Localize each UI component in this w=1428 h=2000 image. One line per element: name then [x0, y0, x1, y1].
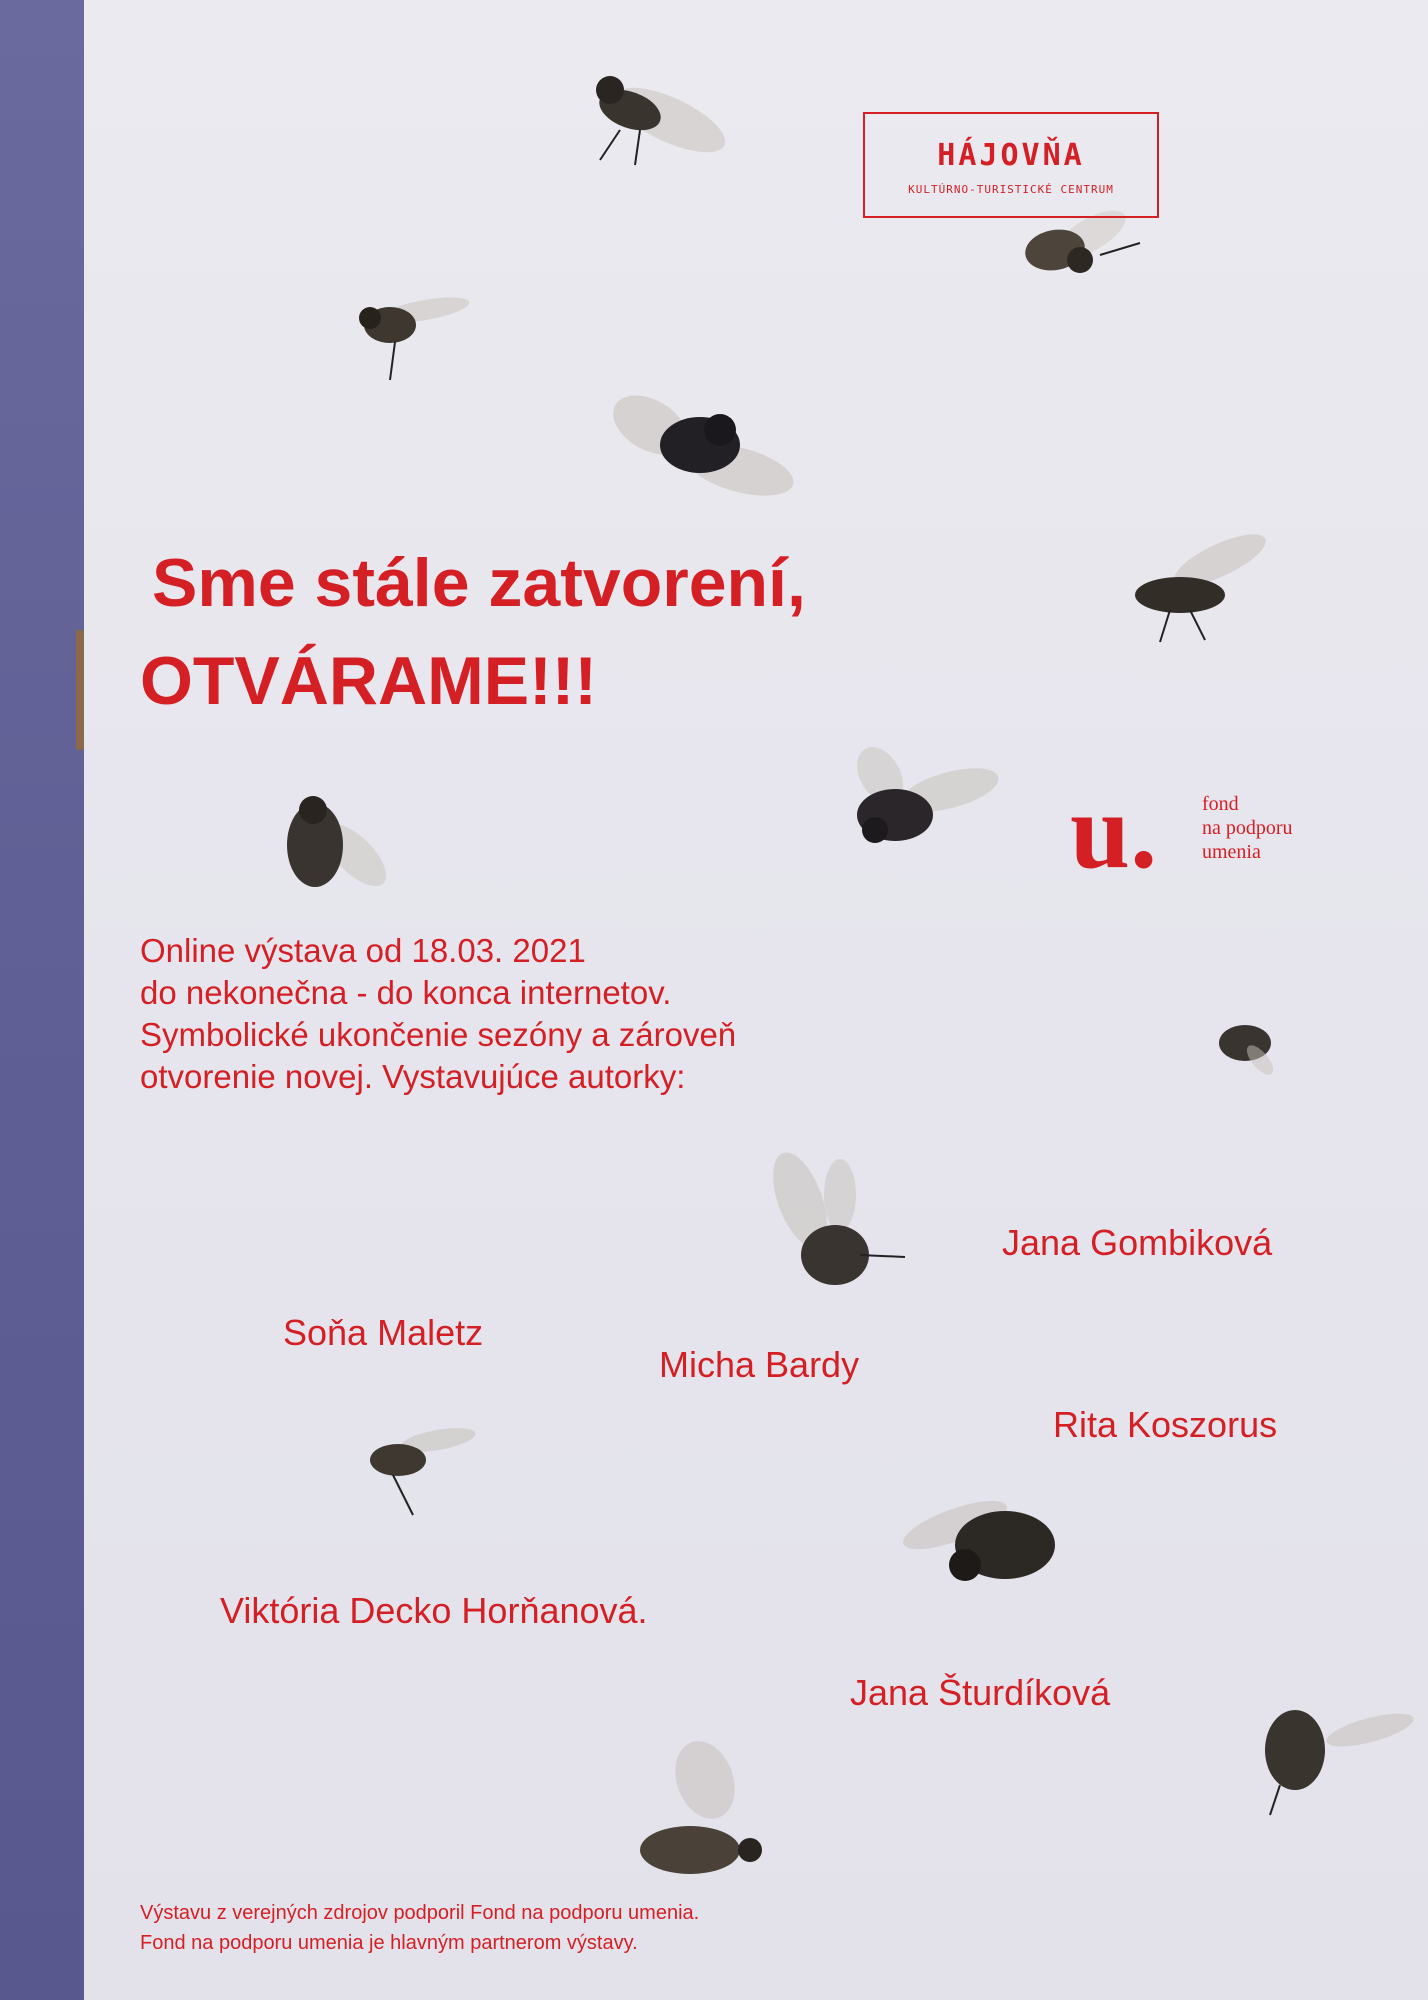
headline [140, 534, 1140, 730]
info-line-2: do nekonečna - do konca internetov. [140, 974, 672, 1011]
exhibition-info [140, 930, 940, 1098]
footer-line-1: Výstavu z verejných zdrojov podporil Fond na podporu umenia. [140, 1902, 700, 1924]
fly-image [760, 1145, 910, 1305]
fund-line-1: fond [1202, 793, 1239, 815]
info-line-4: otvorenie novej. Vystavujúce autorky: [140, 1058, 686, 1095]
author-name: Micha Bardy [659, 1344, 860, 1385]
author-name: Jana Gombiková [1002, 1222, 1273, 1263]
fly-image [620, 1740, 780, 1885]
author-name: Jana Šturdíková [850, 1672, 1111, 1713]
author-name: Rita Koszorus [1053, 1404, 1278, 1445]
headline-line-1: Sme stále zatvorení, [152, 545, 806, 621]
logo-subtitle: KULTÚRNO-TURISTICKÉ CENTRUM [908, 183, 1114, 196]
info-line-3: Symbolické ukončenie sezóny a zároveň [140, 1016, 737, 1053]
author-name: Viktória Decko Horňanová. [220, 1590, 648, 1631]
fly-image [265, 780, 405, 910]
strip-edge-mark [76, 630, 84, 750]
footer-line-2: Fond na podporu umenia je hlavným partnerom výstavy. [140, 1932, 638, 1954]
headline-line-2: OTVÁRAME!!! [140, 643, 598, 719]
fund-line-3: umenia [1202, 841, 1261, 863]
hajovna-logo [863, 112, 1159, 218]
fly-image [560, 50, 740, 180]
fly-image [885, 1475, 1095, 1600]
logo-title: HÁJOVŇA [937, 138, 1085, 173]
fund-line-2: na podporu [1202, 817, 1293, 839]
fly-image [340, 280, 480, 390]
author-name: Soňa Maletz [283, 1312, 484, 1353]
side-color-strip [0, 0, 84, 2000]
fund-logo-text [1202, 792, 1362, 864]
info-line-1: Online výstava od 18.03. 2021 [140, 932, 586, 969]
fly-image [1240, 1690, 1420, 1820]
fly-image [1205, 1005, 1285, 1085]
fly-image [820, 730, 1000, 870]
fly-image [590, 380, 810, 520]
fund-logo-mark: u. [1070, 772, 1158, 891]
footer-credits [140, 1898, 1040, 1958]
fly-image [348, 1420, 478, 1520]
